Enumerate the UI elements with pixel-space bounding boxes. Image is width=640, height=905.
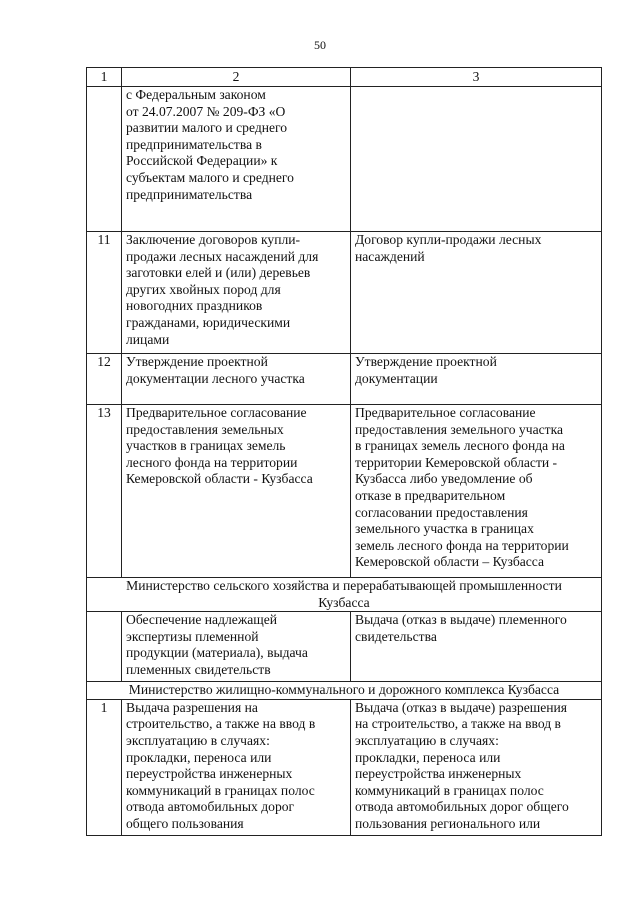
- header-col-3: 3: [351, 68, 602, 87]
- section-title-housing: Министерство жилищно-коммунального и дорожного комплекса Кузбасса: [87, 682, 602, 700]
- service-cell: Обеспечение надлежащей экспертизы племенной продукции (материала), выдача племенных свидетельств: [122, 612, 351, 682]
- result-cell: Утверждение проектной документации: [351, 354, 602, 405]
- service-cell: Заключение договоров купли- продажи лесных насаждений для заготовки елей и (или) деревьев других хвойных пород для новогодних праздников гражданами, юридическими лицами: [122, 232, 351, 354]
- result-cell: Предварительное согласование предоставления земельного участка в границах земель лесного фонда на территории Кемеровской области - Кузбасса либо уведомление об отказе в предварительном согласовании предоставления земельного участка в границах земель лесного фонда на территории Кемеровской области – Кузбасса: [351, 405, 602, 578]
- table-row: [87, 354, 602, 405]
- row-number: [87, 612, 122, 682]
- result-cell: Выдача (отказ в выдаче) разрешения на строительство, а также на ввод в эксплуатацию в случаях: прокладки, переноса или переустройства инженерных коммуникаций в границах полос отвода автомобильных дорог общего пользования регионального или: [351, 699, 602, 835]
- row-number: 12: [87, 354, 122, 405]
- header-col-1: 1: [87, 68, 122, 87]
- table-row: [87, 699, 602, 835]
- row-number: 11: [87, 232, 122, 354]
- result-cell: [351, 87, 602, 232]
- row-number: 13: [87, 405, 122, 578]
- table-row: [87, 405, 602, 578]
- service-cell: Утверждение проектной документации лесного участка: [122, 354, 351, 405]
- section-heading-row: [87, 682, 602, 700]
- services-table: [86, 67, 602, 836]
- table-row: [87, 87, 602, 232]
- result-cell: Договор купли-продажи лесных насаждений: [351, 232, 602, 354]
- table-row: [87, 612, 602, 682]
- table-header-row: [87, 68, 602, 87]
- header-col-2: 2: [122, 68, 351, 87]
- row-number: [87, 87, 122, 232]
- service-cell: Выдача разрешения на строительство, а также на ввод в эксплуатацию в случаях: прокладки, переноса или переустройства инженерных коммуникаций в границах полос отвода автомобильных дорог общего пользования: [122, 699, 351, 835]
- page-number: 50: [314, 38, 326, 52]
- row-number: 1: [87, 699, 122, 835]
- result-cell: Выдача (отказ в выдаче) племенного свидетельства: [351, 612, 602, 682]
- section-title-agriculture: Министерство сельского хозяйства и перерабатывающей промышленности Кузбасса: [87, 578, 602, 612]
- service-cell: с Федеральным законом от 24.07.2007 № 209-ФЗ «О развитии малого и среднего предпринимательства в Российской Федерации» к субъектам малого и среднего предпринимательства: [122, 87, 351, 232]
- section-heading-row: [87, 578, 602, 612]
- service-cell: Предварительное согласование предоставления земельных участков в границах земель лесного фонда на территории Кемеровской области - Кузбасса: [122, 405, 351, 578]
- table-row: [87, 232, 602, 354]
